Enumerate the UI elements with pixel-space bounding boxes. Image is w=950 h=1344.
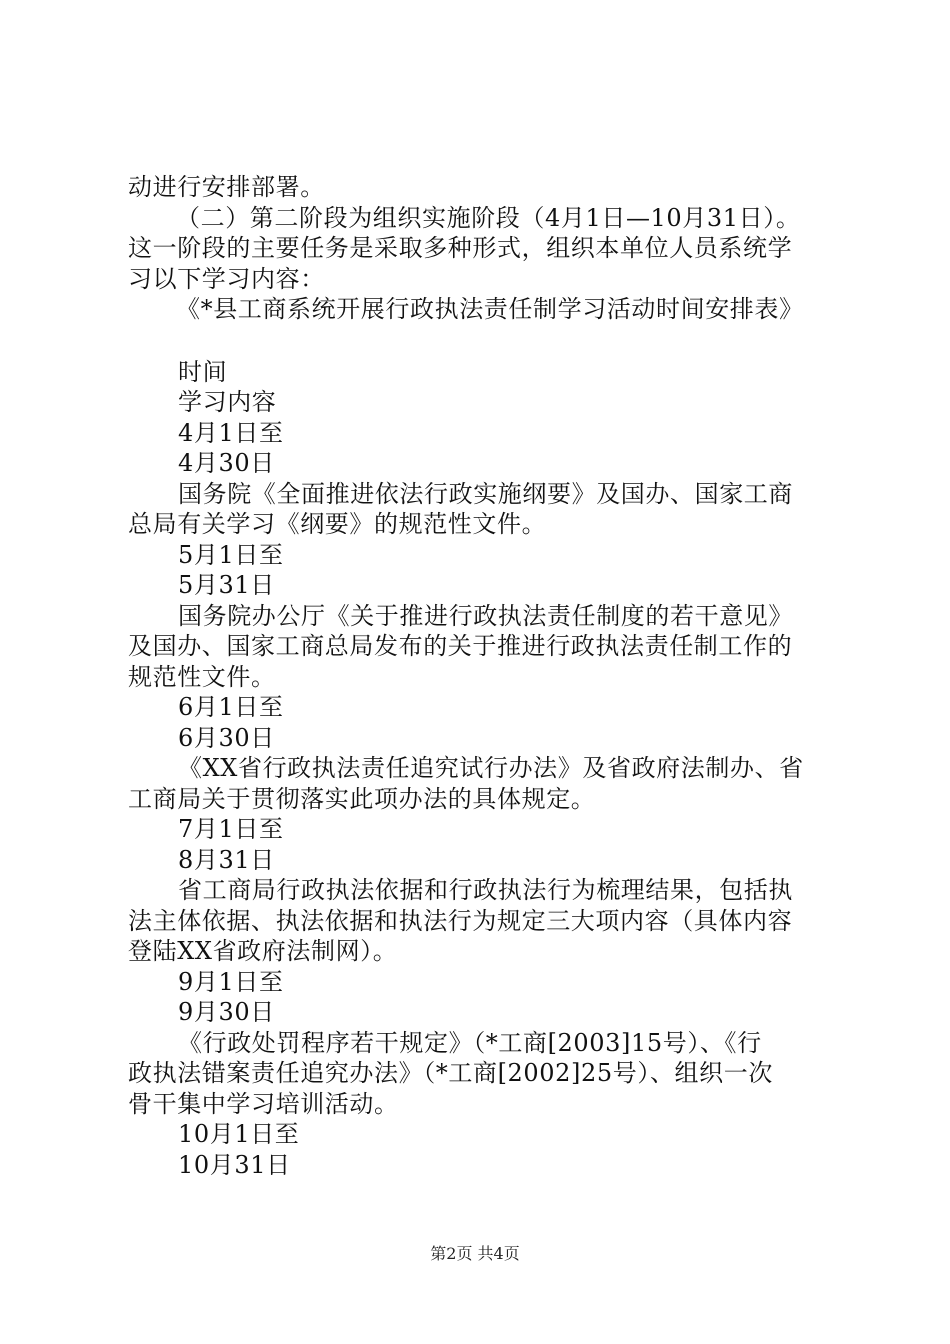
row-content-line: 及国办、国家工商总局发布的关于推进行政执法责任制工作的: [128, 632, 793, 660]
row-content-line: 骨干集中学习培训活动。: [128, 1089, 399, 1118]
spacer: [128, 325, 828, 357]
row-content-line: 《XX省行政执法责任追究试行办法》及省政府法制办、省: [178, 754, 804, 782]
row-content-line: 国务院《全面推进依法行政实施纲要》及国办、国家工商: [178, 479, 793, 508]
row-start-date: 9月1日至: [178, 967, 284, 996]
row-end-date: 10月31日: [178, 1150, 291, 1179]
row-start-date: 7月1日至: [178, 815, 284, 843]
row-start-date: 4月1日至: [178, 418, 284, 447]
row-content-line: 法主体依据、执法依据和执法行为规定三大项内容（具体内容: [128, 906, 793, 935]
stage2-heading-line: （二）第二阶段为组织实施阶段（4月1日—10月31日）。: [176, 203, 801, 232]
page-footer: 第2页 共4页: [430, 1244, 520, 1263]
stage2-body-line: 这一阶段的主要任务是采取多种形式，组织本单位人员系统学: [128, 234, 793, 262]
row-content-line: 国务院办公厅《关于推进行政执法责任制度的若干意见》: [178, 601, 793, 630]
row-end-date: 5月31日: [178, 571, 275, 599]
row-start-date: 6月1日至: [178, 693, 284, 721]
row-end-date: 9月30日: [178, 998, 275, 1026]
row-start-date: 5月1日至: [178, 540, 284, 569]
row-content-line: 政执法错案责任追究办法》（*工商[2002]25号）、组织一次: [128, 1059, 773, 1087]
row-content-line: 总局有关学习《纲要》的规范性文件。: [128, 510, 547, 538]
row-content-line: 《行政处罚程序若干规定》（*工商[2003]15号）、《行: [178, 1028, 762, 1057]
row-start-date: 10月1日至: [178, 1120, 300, 1148]
stage2-body-line: 习以下学习内容：: [128, 264, 325, 293]
document-body: [128, 172, 828, 1180]
row-content-line: 省工商局行政执法依据和行政执法行为梳理结果，包括执: [178, 876, 793, 904]
paragraph-end-line: 动进行安排部署。: [128, 173, 325, 201]
table-title: 《*县工商系统开展行政执法责任制学习活动时间安排表》: [176, 295, 804, 323]
row-end-date: 8月31日: [178, 845, 275, 874]
row-end-date: 6月30日: [178, 723, 275, 752]
row-end-date: 4月30日: [178, 449, 275, 477]
table-header-time: 时间: [178, 357, 228, 386]
row-content-line: 工商局关于贯彻落实此项办法的具体规定。: [128, 784, 596, 813]
row-content-line: 规范性文件。: [128, 662, 276, 691]
row-content-line: 登陆XX省政府法制网）。: [128, 937, 398, 965]
table-header-content: 学习内容: [178, 388, 277, 416]
